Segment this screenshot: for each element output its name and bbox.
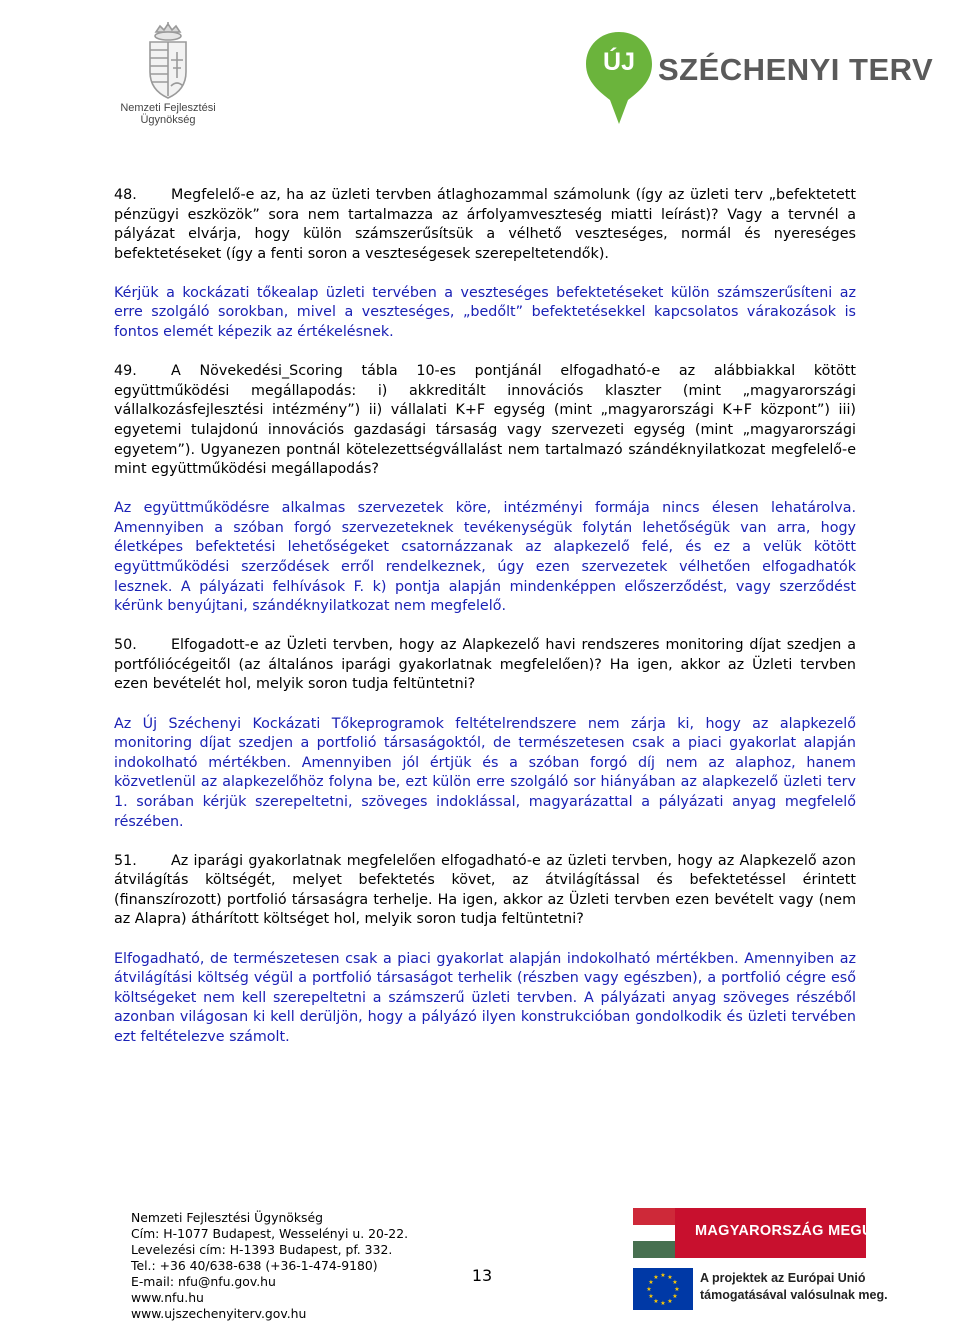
svg-text:★: ★ [653,1298,659,1305]
eu-support-line-1: A projektek az Európai Unió [700,1271,866,1285]
page-number: 13 [471,1266,493,1285]
nfu-logo-text: Nemzeti Fejlesztési Ügynökség [120,102,216,126]
answer-51: Elfogadható, de természetesen csak a piaci gyakorlat alapján indokolható mértékben. Amennyiben az átvilágítási költség végül a portfolió társaságot terhelik (részben vagy egészben), a portfolió cégre eső költségeket nem kell szerepeltetni a számszerű üzleti tervben. A pályázati anyag szöveges részéből azonban világosan ki kell derüljön, hogy a pályázó ilyen konstrukcióban gondolkodik és üzleti tervében ezt feltételezve számolt. [114,950,856,1045]
hungarian-crest-icon [140,22,196,100]
szechenyi-terv-name: SZÉCHENYI TERV [658,52,934,87]
svg-text:★: ★ [648,1293,654,1300]
svg-text:★: ★ [667,1274,673,1281]
nfu-logo [108,22,228,132]
question-text: Az iparági gyakorlatnak megfelelően elfogadható-e az üzleti tervben, hogy az Alapkezelő azon átvilágítás költségét, melyet befektetés követ, az átvilágítással és befektetéssel érintett (finanszírozott) portfolió társaságra terhelje. Ha igen, akkor az Üzleti tervben ezen bevételt vagy (nem az Alapra) áthárított költséget hol, melyik soron tudja feltüntetni? [114,852,856,928]
footer-postal-address: Levelezési cím: H-1393 Budapest, pf. 332. [131,1242,393,1257]
footer-org-name: Nemzeti Fejlesztési Ügynökség [131,1210,324,1225]
question-number: 49. [114,363,137,380]
footer-web-link[interactable]: www.nfu.hu [131,1290,204,1305]
footer-email[interactable]: E-mail: nfu@nfu.gov.hu [131,1274,276,1289]
eu-support-text [700,1270,888,1304]
question-number: 48. [114,187,137,203]
question-text: Megfelelő-e az, ha az üzleti tervben átlaghozammal számolunk (így az üzleti terv „befektetett pénzügyi eszközök” sora nem tartalmazza az árfolyamveszteség miatti leírást)? Vagy a tervnél a pályázat elvárja, hogy külön számszerűsítsük a vélhető veszteséges, normál és nyereséges befektetéseket (így a fenti soron a veszteségesek szerepeltetendők). [114,187,856,262]
svg-text:★: ★ [672,1293,678,1300]
eu-support-line-2: támogatásával valósulnak meg. [700,1288,888,1302]
svg-text:★: ★ [646,1286,652,1293]
question-text: Elfogadott-e az Üzleti tervben, hogy az Alapkezelő havi rendszeres monitoring díjat szedjen a portfóliócégeitől (az általános iparági gyakorlatnak megfelelően)? Ha igen, akkor az Üzleti tervben ezen bevételét hol, melyik soron tudja feltüntetni? [114,637,856,693]
szechenyi-terv-logo [584,30,934,126]
question-51 [114,852,856,930]
szechenyi-pin-text: ÚJ [603,48,635,76]
svg-text:★: ★ [660,1300,666,1307]
svg-text:★: ★ [660,1272,666,1279]
question-number: 51. [114,852,137,869]
question-50 [114,636,856,695]
footer-phone: Tel.: +36 40/638-638 (+36-1-474-9180) [131,1258,378,1273]
question-48 [114,186,856,264]
banner-text: MAGYARORSZÁG MEGÚJUL [695,1223,902,1239]
map-pin-icon [584,30,654,126]
footer-address: Cím: H-1077 Budapest, Wesselényi u. 20-22. [131,1226,409,1241]
svg-text:★: ★ [667,1298,673,1305]
svg-text:★: ★ [648,1279,654,1286]
question-text: A Növekedési_Scoring tábla 10-es pontjánál elfogadható-e az alábbiakkal kötött együttműködési megállapodás: i) akkreditált innovációs klaszter (mint „magyarországi vállalkozásfejlesztési intézmény”) ii) vállalati K+F egység (mint „magyarországi K+F központ”) iii) egyetemi tulajdonú innovációs gazdasági társaság vagy szervezeti egység (mint „magyarországi egyetem”). Ugyanezen pontnál kötelezettségvállalást nem tartalmazó szándéknyilatkozat megfelelő-e mint együttműködési megállapodás? [114,363,856,478]
svg-text:★: ★ [672,1279,678,1286]
answer-48: Kérjük a kockázati tőkealap üzleti tervében a veszteséges befektetéseket külön számszerűsíteni az erre szolgáló sorokban, mivel a veszteséges, „bedőlt” befektetésekkel kapcsolatos várakozások is fontos elemét képezik az értékelésnek. [114,284,856,341]
question-49 [114,362,856,480]
footer-web-link-2[interactable]: www.ujszechenyiterv.gov.hu [131,1306,307,1321]
svg-text:★: ★ [674,1286,680,1293]
question-number: 50. [114,637,137,654]
answer-49: Az együttműködésre alkalmas szervezetek köre, intézményi formája nincs élesen lehatárolva. Amennyiben a szóban forgó szervezeteknek tevékenységük folytán lehetőségük van arra, hogy életképes befektetési lehetőségeket csatornázzanak az alapkezelő felé, és ez a velük kötött együttműködési szerződések erről rendelkeznek, úgy ezen szervezetek vélhetően elfogadhatók lesznek. A pályázati felhívások F. k) pontja alapján mindenképpen előszerződést, vagy szerződést kérünk benyújtani, szándéknyilatkozat nem megfelelő. [114,500,856,615]
document-body [114,186,856,1067]
answer-50: Az Új Széchenyi Kockázati Tőkeprogramok feltételrendszere nem zárja ki, hogy az alapkezelő monitoring díjat szedjen a portfolió társaságoktól, de természetesen csak a piaci gyakorlat alapján indokolható mértékben. Amennyiben jól értjük és a szóban forgó díj nem az alaphoz, hanem közvetlenül az alapkezelőhöz folyna be, ezt külön erre szolgáló sor hiányában az alapkezelő üzleti terv 1. sorában kérjük szerepeltetni, szöveges indoklással, magyarázattal a pályázati anyag megfelelő részében. [114,715,856,830]
eu-flag-icon [633,1268,693,1310]
hungarian-flag-icon [633,1208,675,1258]
footer-contact [131,1210,408,1322]
svg-text:★: ★ [653,1274,659,1281]
magyarorszag-megujul-banner [633,1208,902,1258]
